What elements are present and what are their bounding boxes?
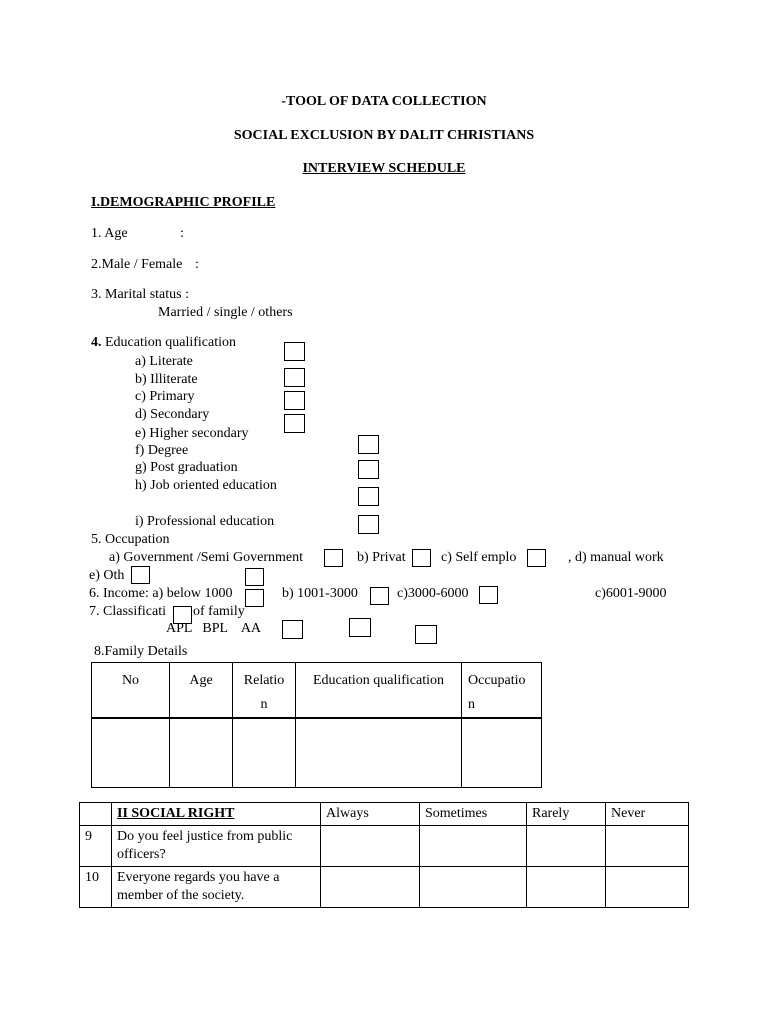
- checkbox-higher-secondary[interactable]: [358, 435, 379, 454]
- checkbox-income-3000-6000[interactable]: [479, 586, 498, 604]
- rights-header-sometimes: Sometimes: [420, 803, 527, 826]
- checkbox-bpl[interactable]: [415, 625, 437, 644]
- occupation-others: e) Oth: [89, 568, 125, 583]
- rights-header-section: II SOCIAL RIGHT: [112, 803, 321, 826]
- checkbox-professional[interactable]: [358, 515, 379, 534]
- schedule-heading: INTERVIEW SCHEDULE: [302, 161, 466, 176]
- occupation-self-employed: c) Self emplo: [441, 550, 517, 565]
- income-option-b: b) 1001-3000: [282, 586, 358, 601]
- rights-header-never: Never: [606, 803, 689, 826]
- family-header-education: Education qualification: [296, 663, 462, 719]
- table-row: [80, 826, 689, 867]
- table-cell[interactable]: [296, 718, 462, 788]
- question-number: 9: [80, 826, 112, 867]
- income-option-d: c)6001-9000: [595, 586, 667, 601]
- demographic-heading: I.DEMOGRAPHIC PROFILE: [91, 195, 276, 210]
- question-text: Everyone regards you have a member of the society.: [112, 867, 321, 908]
- occupation-label: 5. Occupation: [91, 532, 170, 547]
- table-cell[interactable]: [92, 718, 170, 788]
- question-number: 10: [80, 867, 112, 908]
- table-cell[interactable]: [462, 718, 542, 788]
- age-colon: :: [180, 226, 184, 241]
- checkbox-secondary[interactable]: [284, 414, 305, 433]
- marital-label: 3. Marital status :: [91, 287, 189, 302]
- answer-cell-rarely[interactable]: [527, 867, 606, 908]
- education-label-text: Education qualification: [101, 335, 237, 350]
- occupation-manual-work: , d) manual work: [568, 550, 664, 565]
- family-details-table: [91, 662, 542, 788]
- education-option-higher-secondary: e) Higher secondary: [135, 426, 249, 441]
- checkbox-private[interactable]: [412, 549, 431, 567]
- table-cell[interactable]: [170, 718, 233, 788]
- education-label: [91, 336, 236, 350]
- education-number: 4.: [91, 335, 102, 350]
- education-option-secondary: d) Secondary: [135, 407, 210, 422]
- education-option-post-graduation: g) Post graduation: [135, 460, 238, 475]
- classification-options: APL BPL AA: [166, 621, 262, 636]
- table-row: [80, 867, 689, 908]
- checkbox-post-graduation[interactable]: [358, 487, 379, 506]
- answer-cell-never[interactable]: [606, 867, 689, 908]
- checkbox-self-employed[interactable]: [527, 549, 546, 567]
- rights-header-rarely: Rarely: [527, 803, 606, 826]
- education-option-degree: f) Degree: [135, 443, 189, 458]
- occupation-government: a) Government /Semi Government: [109, 550, 304, 565]
- income-option-c: c)3000-6000: [397, 586, 469, 601]
- marital-options: Married / single / others: [158, 305, 293, 320]
- gender-label: 2.Male / Female: [91, 257, 183, 272]
- checkbox-apl[interactable]: [349, 618, 371, 637]
- classification-label: 7. Classificati: [89, 604, 166, 619]
- survey-subtitle: SOCIAL EXCLUSION BY DALIT CHRISTIANS: [233, 128, 535, 143]
- checkbox-degree[interactable]: [358, 460, 379, 479]
- table-header-row: [92, 663, 542, 719]
- answer-cell-never[interactable]: [606, 826, 689, 867]
- table-row: [92, 718, 542, 788]
- checkbox-others[interactable]: [131, 566, 150, 584]
- education-option-illiterate: b) Illiterate: [135, 372, 198, 387]
- checkbox-income-extra[interactable]: [245, 568, 264, 586]
- checkbox-income-1001-3000[interactable]: [370, 587, 389, 605]
- answer-cell-rarely[interactable]: [527, 826, 606, 867]
- gender-colon: :: [195, 257, 199, 272]
- education-option-job-oriented: h) Job oriented education: [135, 478, 277, 493]
- rights-header-num: [80, 803, 112, 826]
- family-details-label: 8.Family Details: [94, 644, 188, 659]
- education-option-literate: a) Literate: [135, 354, 193, 369]
- age-label: 1. Age: [91, 226, 128, 241]
- checkbox-illiterate[interactable]: [284, 368, 305, 387]
- social-right-table: [79, 802, 689, 908]
- table-header-row: [80, 803, 689, 826]
- income-label: 6. Income: a) below 1000: [89, 586, 233, 601]
- checkbox-aay[interactable]: [282, 620, 303, 639]
- classification-of-family: of family: [193, 604, 245, 619]
- checkbox-primary[interactable]: [284, 391, 305, 410]
- table-cell[interactable]: [233, 718, 296, 788]
- answer-cell-always[interactable]: [321, 826, 420, 867]
- checkbox-government[interactable]: [324, 549, 343, 567]
- family-header-relation: Relatio n: [233, 663, 296, 719]
- question-text: Do you feel justice from public officers?: [112, 826, 321, 867]
- answer-cell-sometimes[interactable]: [420, 826, 527, 867]
- answer-cell-always[interactable]: [321, 867, 420, 908]
- education-option-primary: c) Primary: [135, 389, 195, 404]
- family-header-occupation: Occupatio n: [462, 663, 542, 719]
- occupation-private: b) Privat: [357, 550, 406, 565]
- checkbox-income-below-1000[interactable]: [245, 589, 264, 607]
- family-header-no: No: [92, 663, 170, 719]
- education-option-professional: i) Professional education: [135, 514, 275, 529]
- checkbox-literate[interactable]: [284, 342, 305, 361]
- rights-header-always: Always: [321, 803, 420, 826]
- family-header-age: Age: [170, 663, 233, 719]
- tool-title: -TOOL OF DATA COLLECTION: [281, 94, 487, 109]
- answer-cell-sometimes[interactable]: [420, 867, 527, 908]
